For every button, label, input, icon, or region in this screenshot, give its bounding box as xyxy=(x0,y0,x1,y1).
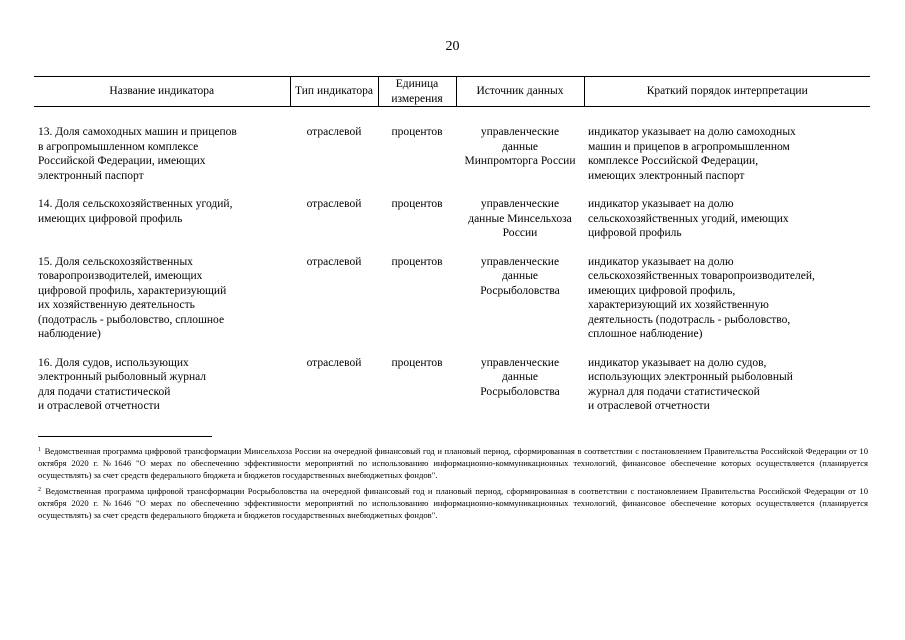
cell-interpretation xyxy=(584,125,870,197)
cell-indicator-type: отраслевой xyxy=(306,198,362,210)
cell-data-source-line: Росрыболовства xyxy=(480,284,560,297)
footnote-text: Ведомственная программа цифровой трансформации Росрыболовства на очередной финансовый год и плановый период, сформированная в соответствии с постановлением Правительства Российской Федерации от 10 октября 2020 г. №1646 "О мерах по обеспечению эффективности мероприятий по использованию информационно-коммуникационных технологий, финансовое обеспечение которых осуществляется (планируется осуществлять) за счет средств федерального бюджета и бюджетов государственных внебюджетных фондов". xyxy=(38,485,868,521)
cell-indicator-name xyxy=(34,197,290,255)
cell-interpretation-line: индикатор указывает на долю самоходных xyxy=(588,126,796,138)
cell-indicator-name-line: (подотрасль - рыболовство, сплошное xyxy=(38,313,225,326)
cell-indicator-name-line: товаропроизводителей, имеющих xyxy=(38,270,203,282)
cell-interpretation-line: характеризующий их хозяйственную xyxy=(588,299,769,311)
cell-interpretation-line: индикатор указывает на долю xyxy=(588,198,734,210)
cell-indicator-name-line: для подачи статистической xyxy=(38,385,171,398)
header-indicator-name: Название индикатора xyxy=(34,77,290,107)
table-row xyxy=(34,197,870,255)
cell-interpretation-line: индикатор указывает на долю xyxy=(588,255,734,268)
cell-indicator-name-line: 13. Доля самоходных машин и прицепов xyxy=(38,126,237,138)
footnotes xyxy=(38,444,868,523)
footnote xyxy=(38,444,868,482)
table-row xyxy=(34,125,870,197)
cell-indicator-name-line: и отраслевой отчетности xyxy=(38,400,160,412)
cell-data-source-line: данные Минсельхоза xyxy=(468,212,572,225)
cell-unit: процентов xyxy=(391,126,443,138)
cell-interpretation xyxy=(584,255,870,356)
cell-unit: процентов xyxy=(391,356,443,369)
cell-indicator-name-line: 16. Доля судов, использующих xyxy=(38,356,189,369)
cell-interpretation-line: комплексе Российской Федерации, xyxy=(588,155,759,167)
cell-indicator-name-line: цифровой профиль, характеризующий xyxy=(38,284,227,297)
footnote-marker: 2 xyxy=(38,486,41,493)
cell-indicator-name-line: Российской Федерации, имеющих xyxy=(38,155,206,167)
table-body xyxy=(34,107,870,428)
cell-indicator-name-line: 15. Доля сельскохозяйственных xyxy=(38,255,193,268)
cell-interpretation-line: деятельность (подотрасль - рыболовство, xyxy=(588,313,791,326)
cell-indicator-name-line: 14. Доля сельскохозяйственных угодий, xyxy=(38,198,233,210)
cell-indicator-name-line: наблюдение) xyxy=(38,328,101,340)
cell-data-source-line: Минпромторга России xyxy=(464,155,576,167)
header-indicator-type: Тип индикатора xyxy=(290,77,378,107)
cell-unit: процентов xyxy=(391,255,443,268)
cell-data-source xyxy=(456,197,584,255)
cell-indicator-name xyxy=(34,125,290,197)
cell-data-source-line: данные xyxy=(501,140,539,153)
cell-interpretation-line: сельскохозяйственных товаропроизводителей, xyxy=(588,270,815,282)
table-row xyxy=(34,255,870,356)
cell-data-source-line: управленческие xyxy=(480,356,560,369)
header-data-source: Источник данных xyxy=(456,77,584,107)
cell-interpretation xyxy=(584,197,870,255)
footnote-separator xyxy=(38,436,212,437)
cell-indicator-name-line: их хозяйственную деятельность xyxy=(38,299,195,311)
cell-data-source-line: данные xyxy=(501,270,539,282)
cell-interpretation-line: журнал для подачи статистической xyxy=(588,385,760,398)
cell-indicator-name-line: имеющих цифровой профиль xyxy=(38,212,183,225)
footnote-text: Ведомственная программа цифровой трансформации Минсельхоза России на очередной финансовый год и плановый период, сформированная в соответствии с постановлением Правительства Российской Федерации от 10 октября 2020 г. №1646 "О мерах по обеспечению эффективности мероприятий по использованию информационно-коммуникационных технологий, финансовое обеспечение которых осуществляется (планируется осуществлять) за счет средств федерального бюджета и бюджетов государственных внебюджетных фондов". xyxy=(38,446,868,481)
page-number: 20 xyxy=(445,39,460,54)
cell-indicator-type: отраслевой xyxy=(306,356,362,369)
cell-data-source-line: России xyxy=(502,227,538,239)
cell-interpretation xyxy=(584,356,870,428)
footnote-marker: 1 xyxy=(38,447,41,453)
table-header-row xyxy=(34,77,870,107)
footnote xyxy=(38,484,868,522)
cell-indicator-type: отраслевой xyxy=(306,126,362,138)
cell-interpretation-line: сплошное наблюдение) xyxy=(588,328,703,340)
header-interpretation: Краткий порядок интерпретации xyxy=(584,77,870,107)
indicators-table xyxy=(34,76,870,428)
cell-indicator-name-line: электронный паспорт xyxy=(38,169,144,182)
cell-data-source xyxy=(456,125,584,197)
cell-interpretation-line: использующих электронный рыболовный xyxy=(588,371,793,383)
cell-indicator-name xyxy=(34,356,290,428)
cell-data-source-line: управленческие xyxy=(480,198,560,210)
cell-interpretation-line: цифровой профиль xyxy=(588,227,682,239)
cell-indicator-name-line: в агропромышленном комплексе xyxy=(38,140,199,153)
cell-data-source-line: Росрыболовства xyxy=(480,385,560,398)
cell-data-source-line: управленческие xyxy=(480,126,560,138)
cell-indicator-type: отраслевой xyxy=(306,255,362,268)
cell-interpretation-line: индикатор указывает на долю судов, xyxy=(588,356,767,369)
cell-interpretation-line: сельскохозяйственных угодий, имеющих xyxy=(588,212,789,225)
cell-interpretation-line: и отраслевой отчетности xyxy=(588,400,710,412)
table-row xyxy=(34,356,870,428)
cell-unit: процентов xyxy=(391,198,443,210)
cell-interpretation-line: имеющих цифровой профиль, xyxy=(588,284,736,297)
cell-indicator-name xyxy=(34,255,290,356)
cell-data-source xyxy=(456,356,584,428)
cell-interpretation-line: имеющих электронный паспорт xyxy=(588,169,745,182)
cell-interpretation-line: машин и прицепов в агропромышленном xyxy=(588,140,790,153)
cell-indicator-name-line: электронный рыболовный журнал xyxy=(38,371,207,383)
cell-data-source xyxy=(456,255,584,356)
cell-data-source-line: данные xyxy=(501,371,539,383)
header-unit: Единица измерения xyxy=(378,77,456,107)
cell-data-source-line: управленческие xyxy=(480,255,560,268)
